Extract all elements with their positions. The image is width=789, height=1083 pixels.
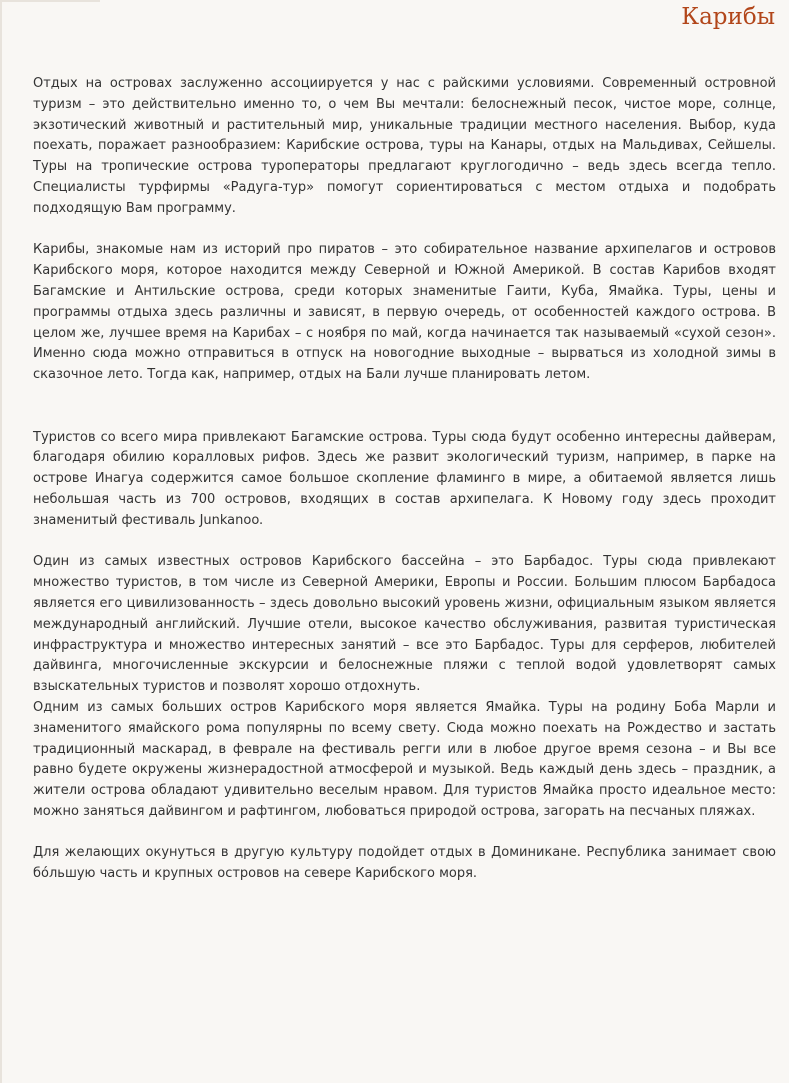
paragraph-dominicana: Для желающих окунуться в другую культуру подойдет отдых в Доминикане. Республика занимает свою бóльшую часть и крупных островов на севере Карибского моря. xyxy=(33,845,776,882)
paragraph-bahamas: Туристов со всего мира привлекают Багамские острова. Туры сюда будут особенно интересны дайверам, благодаря обилию коралловых рифов. Здесь же развит экологический туризм, например, в парке на острове Инагуа содержится самое большое скопление фламинго в мире, а обитаемой является лишь небольшая часть из 700 островов, входящих в состав архипелага. К Новому году здесь проходит знаменитый фестиваль Junkanoo. xyxy=(33,429,776,528)
page-left-border xyxy=(0,0,2,1083)
paragraph-islands-intro: Отдых на островах заслуженно ассоциируется у нас с райскими условиями. Современный островной туризм – это действительно именно то, о чем Вы мечтали: белоснежный песок, чистое море, солнце, экзотический животный и растительный мир, уникальные традиции местного населения. Выбор, куда поехать, поражает разнообразием: Карибские острова, туры на Канары, отдых на Мальдивах, Сейшелы. Туры на тропические острова туроператоры предлагают круглогодично – ведь здесь всегда тепло. Специалисты турфирмы «Радуга-тур» помогут сориентироваться с местом отдыха и подобрать подходящую Вам программу. xyxy=(33,76,776,216)
article-body xyxy=(33,74,776,885)
page-top-border xyxy=(0,0,100,2)
paragraph-spacer xyxy=(33,823,776,844)
paragraph-spacer xyxy=(33,386,776,428)
paragraph-jamaica: Одним из самых больших остров Карибского моря является Ямайка. Туры на родину Боба Марли и знаменитого ямайского рома популярны по всему свету. Сюда можно поехать на Рождество и застать традиционный маскарад, в феврале на фестиваль регги или в любое другое время сезона – и Вы все равно будете окружены жизнерадостной атмосферой и музыкой. Ведь каждый день здесь – праздник, а жители острова обладают удивительно веселым нравом. Для туристов Ямайка просто идеальное место: можно заняться дайвингом и рафтингом, любоваться природой острова, загорать на песчаных пляжах. xyxy=(33,699,776,819)
paragraph-caribbean: Карибы, знакомые нам из историй про пиратов – это собирательное название архипелагов и островов Карибского моря, которое находится между Северной и Южной Америкой. В состав Карибов входят Багамские и Антильские острова, среди которых знаменитые Гаити, Куба, Ямайка. Туры, цены и программы отдыха здесь различны и зависят, в первую очередь, от особенностей каждого острова. В целом же, лучшее время на Карибах – с ноября по май, когда начинается так называемый «сухой сезон». Именно сюда можно отправиться в отпуск на новогодние выходные – вырваться из холодной зимы в сказочное лето. Тогда как, например, отдых на Бали лучше планировать летом. xyxy=(33,242,776,383)
paragraph-spacer xyxy=(33,220,776,241)
paragraph-barbados: Один из самых известных островов Карибского бассейна – это Барбадос. Туры сюда привлекают множество туристов, в том числе из Северной Америки, Европы и России. Большим плюсом Барбадоса является его цивилизованность – здесь довольно высокий уровень жизни, официальным языком является международный английский. Лучшие отели, высокое качество обслуживания, развитая туристическая инфраструктура и множество интересных занятий – все это Барбадос. Туры для серферов, любителей дайвинга, многочисленные экскурсии и белоснежные пляжи с теплой водой удовлетворят самых взыскательных туристов и позволят хорошо отдохнуть. xyxy=(33,554,776,695)
page-title: Карибы xyxy=(681,4,775,30)
paragraph-spacer xyxy=(33,532,776,553)
